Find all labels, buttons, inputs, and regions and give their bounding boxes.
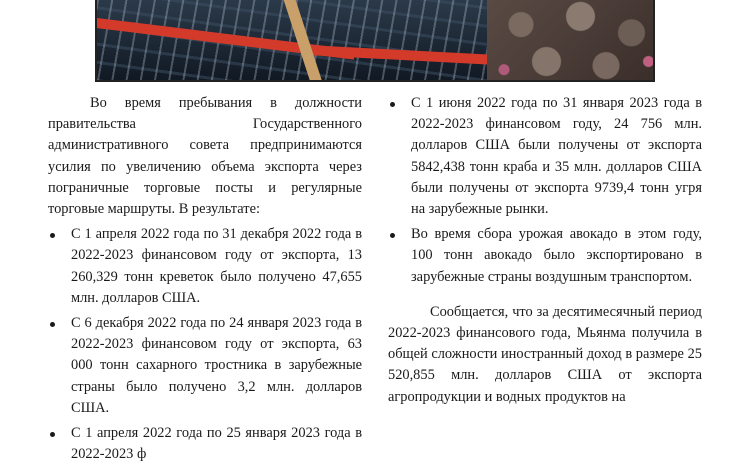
list-item: С 1 июня 2022 года по 31 января 2023 года в 2022-2023 финансовом году, 24 756 млн. долларов США были получены от экспорта 5842,438 тонн краба и 35 млн. долларов США были получены от экспорта 9739,4 тонн угря на зарубежные рынки. xyxy=(388,93,702,220)
list-item: С 1 апреля 2022 года по 25 января 2023 года в 2022-2023 ф xyxy=(48,423,362,465)
list-item: С 1 апреля 2022 года по 31 декабря 2022 года в 2022-2023 финансовом году от экспорта, 13 260,329 тонн креветок было получено 47,655 млн. долларов США. xyxy=(48,224,362,309)
bullet-list-left xyxy=(48,224,362,465)
crabs-photo xyxy=(487,0,655,82)
list-item: Во время сбора урожая авокадо в этом году, 100 тонн авокадо было экспортировано в зарубежные страны воздушным транспортом. xyxy=(388,224,702,288)
closing-paragraph: Сообщается, что за десятимесячный период 2022-2023 финансового года, Мьянма получила в общей сложности иностранный доход в размере 25 520,855 млн. долларов США от экспорта агропродукции и водных продуктов на xyxy=(388,303,702,405)
list-item: С 6 декабря 2022 года по 24 января 2023 года в 2022-2023 финансовом году от экспорта, 63 000 тонн сахарного тростника в зарубежные страны было получено 3,2 млн. долларов США. xyxy=(48,313,362,419)
red-pier-decoration xyxy=(307,45,497,65)
left-column xyxy=(48,93,362,465)
intro-paragraph: Во время пребывания в должности правительства Государственного административного совета предпринимаются усилия по увеличению объема экспорта через пограничные торговые посты и регулярные торговые маршруты. В результате: xyxy=(48,95,362,218)
header-photo-strip xyxy=(95,0,655,82)
aquaculture-farm-photo xyxy=(97,0,487,82)
bullet-list-right xyxy=(388,93,702,288)
right-column xyxy=(388,93,702,408)
